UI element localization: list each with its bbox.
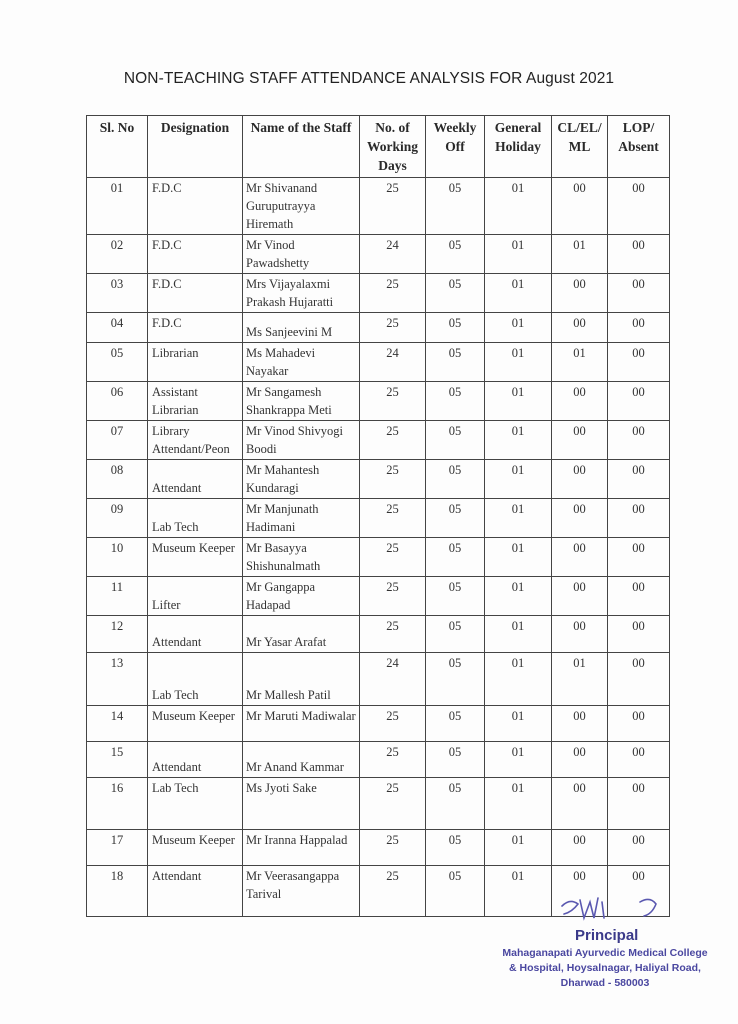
cl-el-ml-cell: 00 <box>552 616 608 653</box>
lop-absent-cell: 00 <box>608 313 670 343</box>
cl-el-ml-cell: 00 <box>552 830 608 866</box>
weekly-off-cell: 05 <box>426 830 485 866</box>
lop-absent-cell: 00 <box>608 706 670 742</box>
weekly-off-cell: 05 <box>426 274 485 313</box>
cl-el-ml-cell: 01 <box>552 343 608 382</box>
name-cell: Ms Sanjeevini M <box>243 313 360 343</box>
table-row <box>87 706 670 742</box>
designation-cell: Library Attendant/Peon <box>148 421 243 460</box>
lop-absent-cell: 00 <box>608 274 670 313</box>
name-cell: Mr Mallesh Patil <box>243 653 360 706</box>
general-holiday-cell: 01 <box>485 653 552 706</box>
general-holiday-cell: 01 <box>485 178 552 235</box>
signature-mark <box>540 890 690 930</box>
weekly-off-cell: 05 <box>426 382 485 421</box>
sl-cell: 14 <box>87 706 148 742</box>
cl-el-ml-cell: 00 <box>552 742 608 778</box>
name-cell: Ms Jyoti Sake <box>243 778 360 830</box>
col-cl-el-ml: CL/EL/ ML <box>552 116 608 178</box>
college-line-3: Dharwad - 580003 <box>560 977 650 989</box>
table-row <box>87 499 670 538</box>
table-row <box>87 742 670 778</box>
weekly-off-cell: 05 <box>426 778 485 830</box>
table-row <box>87 274 670 313</box>
name-cell: Mr Manjunath Hadimani <box>243 499 360 538</box>
sl-cell: 16 <box>87 778 148 830</box>
name-cell: Mr Veerasangappa Tarival <box>243 866 360 917</box>
table-row <box>87 616 670 653</box>
table-row <box>87 778 670 830</box>
weekly-off-cell: 05 <box>426 742 485 778</box>
weekly-off-cell: 05 <box>426 343 485 382</box>
sl-cell: 06 <box>87 382 148 421</box>
lop-absent-cell: 00 <box>608 866 670 917</box>
working-days-cell: 25 <box>360 499 426 538</box>
general-holiday-cell: 01 <box>485 538 552 577</box>
working-days-cell: 24 <box>360 235 426 274</box>
col-working-days: No. of Working Days <box>360 116 426 178</box>
weekly-off-cell: 05 <box>426 421 485 460</box>
table-row <box>87 343 670 382</box>
designation-cell: Lab Tech <box>148 778 243 830</box>
lop-absent-cell: 00 <box>608 178 670 235</box>
weekly-off-cell: 05 <box>426 653 485 706</box>
table-row <box>87 313 670 343</box>
cl-el-ml-cell: 00 <box>552 866 608 917</box>
designation-cell: Attendant <box>148 616 243 653</box>
col-designation: Designation <box>148 116 243 178</box>
lop-absent-cell: 00 <box>608 830 670 866</box>
name-cell: Mr Mahantesh Kundaragi <box>243 460 360 499</box>
sl-cell: 11 <box>87 577 148 616</box>
sl-cell: 01 <box>87 178 148 235</box>
sl-cell: 18 <box>87 866 148 917</box>
lop-absent-cell: 00 <box>608 616 670 653</box>
table-row <box>87 577 670 616</box>
sl-cell: 12 <box>87 616 148 653</box>
working-days-cell: 25 <box>360 274 426 313</box>
table-row <box>87 653 670 706</box>
weekly-off-cell: 05 <box>426 235 485 274</box>
designation-cell: F.D.C <box>148 235 243 274</box>
sl-cell: 05 <box>87 343 148 382</box>
designation-cell: F.D.C <box>148 178 243 235</box>
name-cell: Mr Gangappa Hadapad <box>243 577 360 616</box>
cl-el-ml-cell: 00 <box>552 274 608 313</box>
col-sl-no: Sl. No <box>87 116 148 178</box>
name-cell: Mr Yasar Arafat <box>243 616 360 653</box>
sl-cell: 09 <box>87 499 148 538</box>
cl-el-ml-cell: 01 <box>552 653 608 706</box>
cl-el-ml-cell: 00 <box>552 313 608 343</box>
general-holiday-cell: 01 <box>485 343 552 382</box>
name-cell: Ms Mahadevi Nayakar <box>243 343 360 382</box>
general-holiday-cell: 01 <box>485 866 552 917</box>
name-cell: Mr Vinod Pawadshetty <box>243 235 360 274</box>
cl-el-ml-cell: 00 <box>552 778 608 830</box>
name-cell: Mr Vinod Shivyogi Boodi <box>243 421 360 460</box>
weekly-off-cell: 05 <box>426 538 485 577</box>
working-days-cell: 25 <box>360 382 426 421</box>
designation-cell: Lab Tech <box>148 653 243 706</box>
name-cell: Mr Shivanand Guruputrayya Hiremath <box>243 178 360 235</box>
working-days-cell: 25 <box>360 460 426 499</box>
weekly-off-cell: 05 <box>426 178 485 235</box>
sl-cell: 08 <box>87 460 148 499</box>
table-row <box>87 421 670 460</box>
sl-cell: 10 <box>87 538 148 577</box>
lop-absent-cell: 00 <box>608 499 670 538</box>
lop-absent-cell: 00 <box>608 653 670 706</box>
weekly-off-cell: 05 <box>426 577 485 616</box>
lop-absent-cell: 00 <box>608 577 670 616</box>
designation-cell: Librarian <box>148 343 243 382</box>
weekly-off-cell: 05 <box>426 706 485 742</box>
cl-el-ml-cell: 00 <box>552 382 608 421</box>
designation-cell: F.D.C <box>148 313 243 343</box>
weekly-off-cell: 05 <box>426 499 485 538</box>
general-holiday-cell: 01 <box>485 616 552 653</box>
name-cell: Mr Anand Kammar <box>243 742 360 778</box>
cl-el-ml-cell: 00 <box>552 577 608 616</box>
working-days-cell: 25 <box>360 421 426 460</box>
sl-cell: 13 <box>87 653 148 706</box>
working-days-cell: 25 <box>360 178 426 235</box>
general-holiday-cell: 01 <box>485 460 552 499</box>
designation-cell: Assistant Librarian <box>148 382 243 421</box>
working-days-cell: 25 <box>360 778 426 830</box>
sl-cell: 07 <box>87 421 148 460</box>
table-row <box>87 460 670 499</box>
header-row <box>87 116 670 178</box>
general-holiday-cell: 01 <box>485 830 552 866</box>
weekly-off-cell: 05 <box>426 866 485 917</box>
table-row <box>87 178 670 235</box>
working-days-cell: 24 <box>360 343 426 382</box>
table-row <box>87 538 670 577</box>
col-weekly-off: Weekly Off <box>426 116 485 178</box>
designation-cell: Museum Keeper <box>148 830 243 866</box>
name-cell: Mr Maruti Madiwalar <box>243 706 360 742</box>
name-cell: Mr Iranna Happalad <box>243 830 360 866</box>
name-cell: Mrs Vijayalaxmi Prakash Hujaratti <box>243 274 360 313</box>
general-holiday-cell: 01 <box>485 706 552 742</box>
name-cell: Mr Sangamesh Shankrappa Meti <box>243 382 360 421</box>
lop-absent-cell: 00 <box>608 538 670 577</box>
working-days-cell: 25 <box>360 742 426 778</box>
designation-cell: F.D.C <box>148 274 243 313</box>
principal-label: Principal <box>575 927 639 944</box>
designation-cell: Attendant <box>148 460 243 499</box>
general-holiday-cell: 01 <box>485 235 552 274</box>
sl-cell: 15 <box>87 742 148 778</box>
lop-absent-cell: 00 <box>608 421 670 460</box>
lop-absent-cell: 00 <box>608 460 670 499</box>
col-general-holiday: General Holiday <box>485 116 552 178</box>
sl-cell: 04 <box>87 313 148 343</box>
sl-cell: 17 <box>87 830 148 866</box>
col-name: Name of the Staff <box>243 116 360 178</box>
lop-absent-cell: 00 <box>608 778 670 830</box>
cl-el-ml-cell: 01 <box>552 235 608 274</box>
general-holiday-cell: 01 <box>485 778 552 830</box>
sl-cell: 03 <box>87 274 148 313</box>
working-days-cell: 25 <box>360 538 426 577</box>
working-days-cell: 25 <box>360 577 426 616</box>
cl-el-ml-cell: 00 <box>552 499 608 538</box>
college-stamp <box>490 946 720 991</box>
working-days-cell: 24 <box>360 653 426 706</box>
general-holiday-cell: 01 <box>485 313 552 343</box>
working-days-cell: 25 <box>360 706 426 742</box>
page-title: NON-TEACHING STAFF ATTENDANCE ANALYSIS FOR August 2021 <box>123 70 615 87</box>
designation-cell: Attendant <box>148 866 243 917</box>
general-holiday-cell: 01 <box>485 499 552 538</box>
col-lop-absent: LOP/ Absent <box>608 116 670 178</box>
designation-cell: Lab Tech <box>148 499 243 538</box>
lop-absent-cell: 00 <box>608 742 670 778</box>
cl-el-ml-cell: 00 <box>552 538 608 577</box>
lop-absent-cell: 00 <box>608 235 670 274</box>
designation-cell: Attendant <box>148 742 243 778</box>
cl-el-ml-cell: 00 <box>552 178 608 235</box>
weekly-off-cell: 05 <box>426 313 485 343</box>
cl-el-ml-cell: 00 <box>552 460 608 499</box>
sl-cell: 02 <box>87 235 148 274</box>
cl-el-ml-cell: 00 <box>552 706 608 742</box>
working-days-cell: 25 <box>360 866 426 917</box>
general-holiday-cell: 01 <box>485 382 552 421</box>
lop-absent-cell: 00 <box>608 382 670 421</box>
general-holiday-cell: 01 <box>485 577 552 616</box>
table-row <box>87 382 670 421</box>
table-row <box>87 235 670 274</box>
cl-el-ml-cell: 00 <box>552 421 608 460</box>
working-days-cell: 25 <box>360 830 426 866</box>
general-holiday-cell: 01 <box>485 742 552 778</box>
college-line-2: & Hospital, Hoysalnagar, Haliyal Road, <box>509 962 701 974</box>
designation-cell: Museum Keeper <box>148 538 243 577</box>
name-cell: Mr Basayya Shishunalmath <box>243 538 360 577</box>
designation-cell: Lifter <box>148 577 243 616</box>
attendance-table <box>86 115 670 917</box>
general-holiday-cell: 01 <box>485 274 552 313</box>
weekly-off-cell: 05 <box>426 460 485 499</box>
general-holiday-cell: 01 <box>485 421 552 460</box>
weekly-off-cell: 05 <box>426 616 485 653</box>
table-row <box>87 830 670 866</box>
working-days-cell: 25 <box>360 616 426 653</box>
college-line-1: Mahaganapati Ayurvedic Medical College <box>502 947 708 959</box>
working-days-cell: 25 <box>360 313 426 343</box>
lop-absent-cell: 00 <box>608 343 670 382</box>
designation-cell: Museum Keeper <box>148 706 243 742</box>
